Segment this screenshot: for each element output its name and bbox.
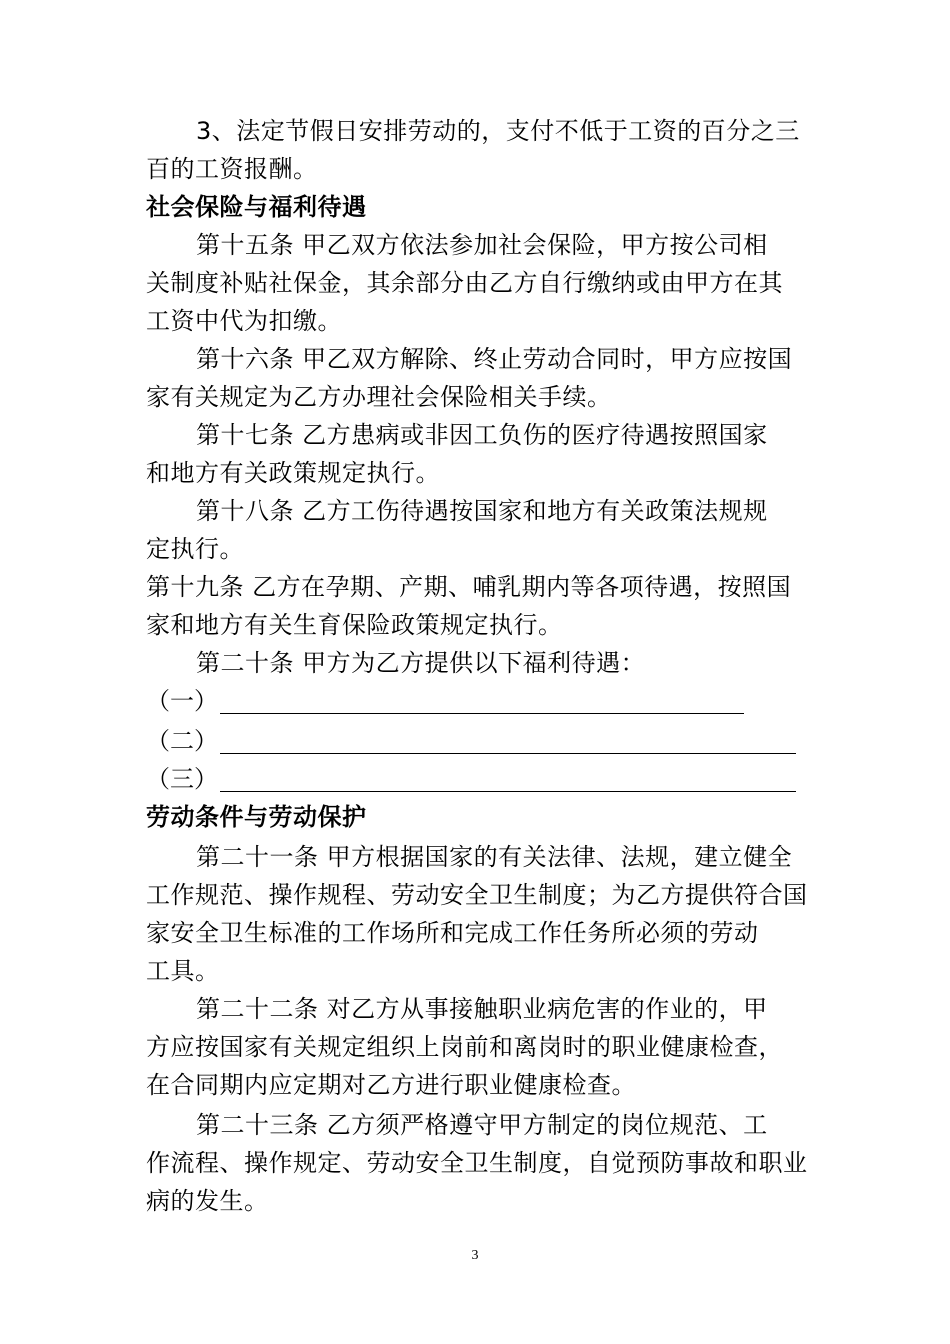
- fill-in-underline: [220, 712, 744, 714]
- article-22-line: 在合同期内应定期对乙方进行职业健康检查。: [146, 1071, 636, 1099]
- fill-in-underline: [220, 790, 796, 792]
- article-18-line: 第十八条 乙方工伤待遇按国家和地方有关政策法规规: [196, 497, 768, 525]
- article-22-line: 方应按国家有关规定组织上岗前和离岗时的职业健康检查，: [146, 1033, 783, 1061]
- article-18-line: 定执行。: [146, 535, 244, 563]
- article-23-line: 第二十三条 乙方须严格遵守甲方制定的岗位规范、工: [196, 1111, 768, 1139]
- article-19-line: 第十九条 乙方在孕期、产期、哺乳期内等各项待遇，按照国: [146, 573, 792, 601]
- article-17-line: 和地方有关政策规定执行。: [146, 459, 440, 487]
- article-22-line: 第二十二条 对乙方从事接触职业病危害的作业的，甲: [196, 995, 768, 1023]
- article-17-line: 第十七条 乙方患病或非因工负伤的医疗待遇按照国家: [196, 421, 768, 449]
- article-21-line: 工作规范、操作规程、劳动安全卫生制度；为乙方提供符合国: [146, 881, 808, 909]
- article-20-line: 第二十条 甲方为乙方提供以下福利待遇：: [196, 649, 646, 677]
- section-heading-labor-protection: 劳动条件与劳动保护: [146, 803, 367, 831]
- paragraph-line: 百的工资报酬。: [146, 155, 318, 183]
- article-15-line: 第十五条 甲乙双方依法参加社会保险，甲方按公司相: [196, 231, 768, 259]
- article-21-line: 第二十一条 甲方根据国家的有关法律、法规，建立健全: [196, 843, 793, 871]
- article-19-line: 家和地方有关生育保险政策规定执行。: [146, 611, 563, 639]
- blank-label: （二）: [146, 727, 218, 755]
- paragraph-line: 3、法定节假日安排劳动的，支付不低于工资的百分之三: [196, 117, 800, 145]
- article-23-line: 作流程、操作规定、劳动安全卫生制度，自觉预防事故和职业: [146, 1149, 808, 1177]
- article-21-line: 工具。: [146, 957, 220, 985]
- benefit-blank-3: [146, 760, 826, 798]
- blank-label: （一）: [146, 687, 218, 715]
- article-15-line: 工资中代为扣缴。: [146, 307, 342, 335]
- benefit-blank-1: [146, 682, 826, 720]
- benefit-blank-2: [146, 722, 826, 760]
- blank-label: （三）: [146, 765, 218, 793]
- fill-in-underline: [220, 752, 796, 754]
- section-heading-social-insurance: 社会保险与福利待遇: [146, 193, 367, 221]
- article-16-line: 第十六条 甲乙双方解除、终止劳动合同时，甲方应按国: [196, 345, 793, 373]
- article-16-line: 家有关规定为乙方办理社会保险相关手续。: [146, 383, 612, 411]
- article-23-line: 病的发生。: [146, 1187, 269, 1215]
- page-number: 3: [471, 1248, 479, 1263]
- article-15-line: 关制度补贴社保金，其余部分由乙方自行缴纳或由甲方在其: [146, 269, 783, 297]
- article-21-line: 家安全卫生标准的工作场所和完成工作任务所必须的劳动: [146, 919, 759, 947]
